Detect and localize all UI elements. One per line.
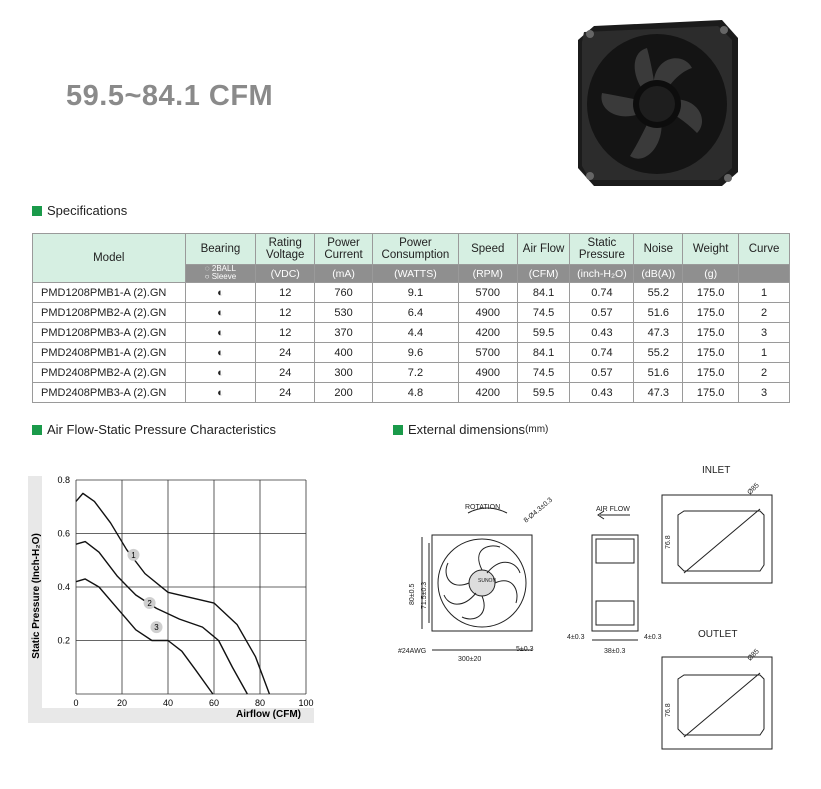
chart-title-text: Air Flow-Static Pressure Characteristics <box>47 422 276 437</box>
dim-4b: 4±0.3 <box>644 634 662 641</box>
outlet-label: OUTLET <box>698 629 738 640</box>
cell-current: 300 <box>315 363 373 383</box>
side-715-dim: 71.5±0.3 <box>421 581 428 609</box>
cell-weight: 175.0 <box>683 383 739 403</box>
green-square-icon <box>32 206 42 216</box>
lead-dim: 300±20 <box>458 656 482 663</box>
brand-label: SUNON <box>478 578 497 584</box>
x-tick-label: 0 <box>73 698 79 708</box>
inlet-label: INLET <box>702 465 731 476</box>
th-noise: Noise <box>634 234 683 265</box>
cell-model: PMD1208PMB3-A (2).GN <box>33 323 186 343</box>
cell-noise: 51.6 <box>634 363 683 383</box>
green-square-icon <box>393 425 403 435</box>
unit-current: (mA) <box>315 265 373 283</box>
cell-bearing-icon: ◐ <box>185 383 256 403</box>
cell-airflow: 84.1 <box>517 283 570 303</box>
cell-curve: 1 <box>739 343 790 363</box>
cell-airflow: 59.5 <box>517 383 570 403</box>
curve-label-text: 1 <box>131 550 136 560</box>
ball-bearing-icon: ◌ <box>204 264 210 273</box>
fan-side-view <box>592 535 638 631</box>
cell-current: 760 <box>315 283 373 303</box>
table-row <box>33 283 790 303</box>
cell-power: 9.1 <box>372 283 458 303</box>
cell-power: 4.4 <box>372 323 458 343</box>
cell-noise: 47.3 <box>634 383 683 403</box>
chart-section-title <box>32 422 276 437</box>
unit-noise: (dB(A)) <box>634 265 683 283</box>
th-curve: Curve <box>739 234 790 265</box>
y-tick-label: 0.8 <box>57 475 70 485</box>
outlet-768: 76.8 <box>665 703 672 717</box>
inlet-opening <box>678 511 764 571</box>
spec-table <box>32 233 790 403</box>
cell-weight: 175.0 <box>683 303 739 323</box>
cell-pressure: 0.74 <box>570 343 634 363</box>
cell-bearing-icon: ◐ <box>185 323 256 343</box>
cell-voltage: 12 <box>256 283 315 303</box>
unit-speed: (RPM) <box>458 265 517 283</box>
cell-voltage: 12 <box>256 323 315 343</box>
curve-label-text: 3 <box>154 623 159 633</box>
cell-speed: 5700 <box>458 343 517 363</box>
y-tick-label: 0.6 <box>57 528 70 539</box>
th-airflow: Air Flow <box>517 234 570 265</box>
cell-bearing-icon: ◐ <box>185 363 256 383</box>
y-axis-label: Static Pressure (Inch-H₂O) <box>31 533 42 659</box>
cell-voltage: 24 <box>256 363 315 383</box>
th-voltage: Rating Voltage <box>256 234 315 265</box>
cell-airflow: 74.5 <box>517 363 570 383</box>
curve-label-text: 2 <box>147 599 152 609</box>
cell-power: 4.8 <box>372 383 458 403</box>
cell-curve: 2 <box>739 303 790 323</box>
cell-bearing-icon: ◐ <box>185 303 256 323</box>
unit-airflow: (CFM) <box>517 265 570 283</box>
x-tick-label: 20 <box>116 698 128 708</box>
unit-pressure: (inch-H₂O) <box>570 265 634 283</box>
cell-voltage: 24 <box>256 343 315 363</box>
unit-bearing <box>185 265 256 283</box>
pq-chart <box>28 466 328 723</box>
table-row <box>33 323 790 343</box>
dims-title-text: External dimensions <box>408 422 526 437</box>
cell-current: 530 <box>315 303 373 323</box>
dim-5: 5±0.3 <box>516 646 534 653</box>
th-bearing: Bearing <box>185 234 256 265</box>
cell-power: 7.2 <box>372 363 458 383</box>
cell-power: 6.4 <box>372 303 458 323</box>
dims-unit-text: (mm) <box>525 424 549 435</box>
outlet-opening <box>678 675 764 735</box>
sleeve-bearing-icon: ○ <box>204 272 210 281</box>
cell-noise: 51.6 <box>634 303 683 323</box>
cell-curve: 3 <box>739 323 790 343</box>
cell-model: PMD2408PMB3-A (2).GN <box>33 383 186 403</box>
specs-title-text: Specifications <box>47 203 128 218</box>
cell-noise: 55.2 <box>634 283 683 303</box>
cell-weight: 175.0 <box>683 363 739 383</box>
cell-power: 9.6 <box>372 343 458 363</box>
outlet-d85: Ø85 <box>746 648 761 663</box>
cell-pressure: 0.57 <box>570 363 634 383</box>
x-tick-label: 100 <box>298 698 314 708</box>
table-row <box>33 303 790 323</box>
cell-curve: 1 <box>739 283 790 303</box>
cell-model: PMD1208PMB2-A (2).GN <box>33 303 186 323</box>
x-tick-label: 80 <box>254 698 266 708</box>
unit-power: (WATTS) <box>372 265 458 283</box>
dims-section-title <box>393 422 548 437</box>
cell-curve: 2 <box>739 363 790 383</box>
cell-voltage: 12 <box>256 303 315 323</box>
th-speed: Speed <box>458 234 517 265</box>
cell-noise: 47.3 <box>634 323 683 343</box>
awg-label: #24AWG <box>398 648 427 655</box>
cell-bearing-icon: ◐ <box>185 283 256 303</box>
th-pressure: Static Pressure <box>570 234 634 265</box>
cell-current: 400 <box>315 343 373 363</box>
unit-sleeve: Sleeve <box>211 272 237 281</box>
th-current: Power Current <box>315 234 373 265</box>
th-power: Power Consumption <box>372 234 458 265</box>
cell-airflow: 74.5 <box>517 303 570 323</box>
side-80-dim: 80±0.5 <box>409 583 416 605</box>
cell-current: 370 <box>315 323 373 343</box>
cell-curve: 3 <box>739 383 790 403</box>
cell-airflow: 84.1 <box>517 343 570 363</box>
cell-speed: 4900 <box>458 363 517 383</box>
airflow-label: AIR FLOW <box>596 506 630 513</box>
cell-weight: 175.0 <box>683 343 739 363</box>
unit-voltage: (VDC) <box>256 265 315 283</box>
x-tick-label: 40 <box>162 698 174 708</box>
cell-pressure: 0.43 <box>570 323 634 343</box>
unit-curve <box>739 265 790 283</box>
cell-speed: 4200 <box>458 323 517 343</box>
table-row <box>33 383 790 403</box>
inlet-768: 76.8 <box>665 535 672 549</box>
y-tick-label: 0.2 <box>57 635 70 646</box>
green-square-icon <box>32 425 42 435</box>
cell-pressure: 0.74 <box>570 283 634 303</box>
cell-voltage: 24 <box>256 383 315 403</box>
fan-photo <box>572 18 740 188</box>
cell-noise: 55.2 <box>634 343 683 363</box>
x-tick-label: 60 <box>208 698 220 708</box>
x-axis-label: Airflow (CFM) <box>236 709 301 720</box>
cell-current: 200 <box>315 383 373 403</box>
cell-model: PMD1208PMB1-A (2).GN <box>33 283 186 303</box>
cell-airflow: 59.5 <box>517 323 570 343</box>
table-row <box>33 363 790 383</box>
cell-weight: 175.0 <box>683 323 739 343</box>
hole-dim: 8-Ø4.3±0.3 <box>522 496 555 525</box>
cell-model: PMD2408PMB1-A (2).GN <box>33 343 186 363</box>
table-row <box>33 343 790 363</box>
unit-2ball: 2BALL <box>211 264 236 273</box>
cell-pressure: 0.43 <box>570 383 634 403</box>
headline: 59.5~84.1 CFM <box>66 80 274 112</box>
dim-4a: 4±0.3 <box>567 634 585 641</box>
dimensions-drawing <box>392 455 792 755</box>
unit-weight: (g) <box>683 265 739 283</box>
rotation-label: ROTATION <box>465 504 501 511</box>
cell-pressure: 0.57 <box>570 303 634 323</box>
dim-38: 38±0.3 <box>604 648 626 655</box>
cell-speed: 5700 <box>458 283 517 303</box>
specs-section-title <box>32 203 127 218</box>
cell-speed: 4200 <box>458 383 517 403</box>
cell-speed: 4900 <box>458 303 517 323</box>
th-model: Model <box>33 234 186 283</box>
cell-weight: 175.0 <box>683 283 739 303</box>
cell-bearing-icon: ◐ <box>185 343 256 363</box>
th-weight: Weight <box>683 234 739 265</box>
cell-model: PMD2408PMB2-A (2).GN <box>33 363 186 383</box>
inlet-d85: Ø85 <box>746 482 761 497</box>
y-tick-label: 0.4 <box>57 582 70 592</box>
